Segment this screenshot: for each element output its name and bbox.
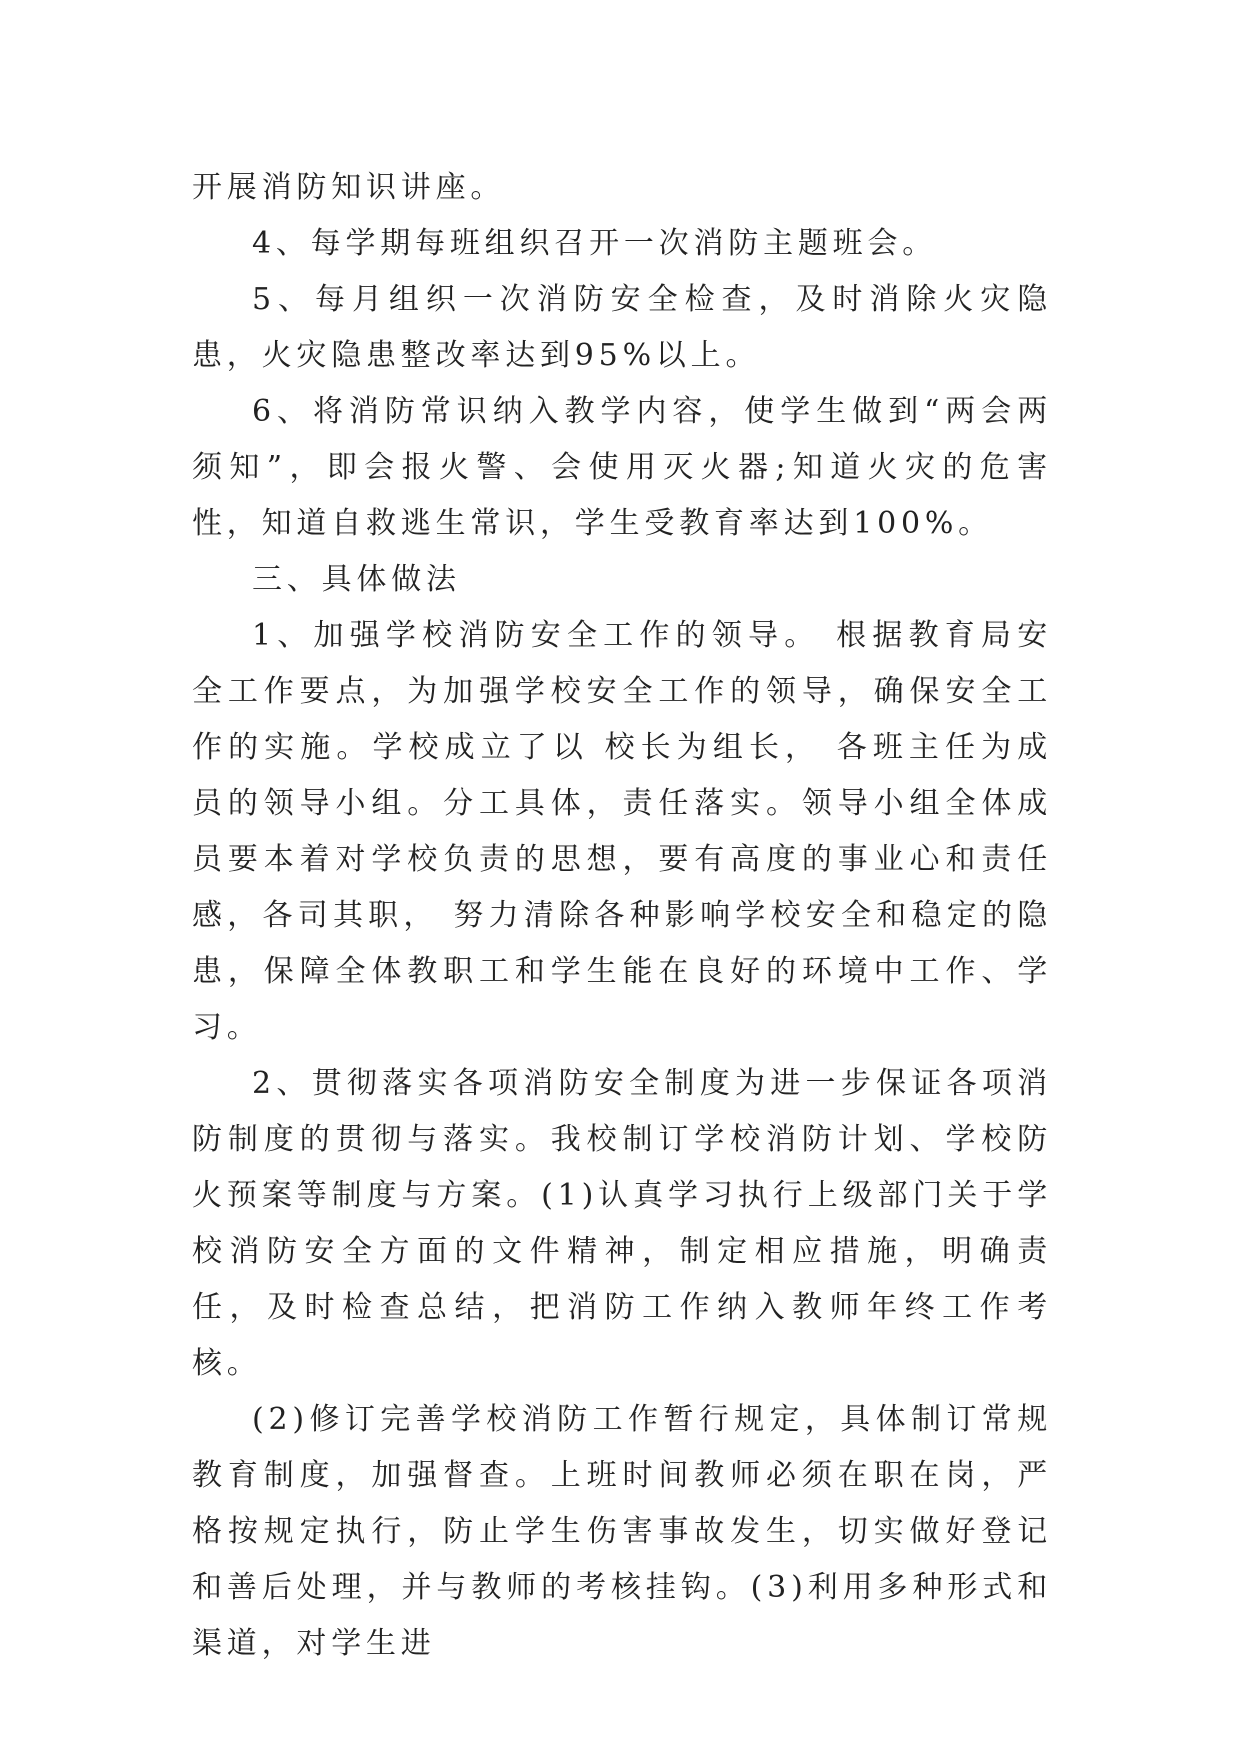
paragraph: 2、贯彻落实各项消防安全制度为进一步保证各项消防制度的贯彻与落实。我校制订学校消防计划、学校防火预案等制度与方案。(1)认真学习执行上级部门关于学校消防安全方面的文件精神，制定相应措施，明确责任，及时检查总结，把消防工作纳入教师年终工作考核。	[192, 1066, 1052, 1381]
paragraph: (2)修订完善学校消防工作暂行规定，具体制订常规教育制度，加强督查。上班时间教师必须在职在岗，严格按规定执行，防止学生伤害事故发生，切实做好登记和善后处理，并与教师的考核挂钩。(3)利用多种形式和渠道，对学生进	[192, 1402, 1052, 1661]
paragraph: 开展消防知识讲座。	[192, 170, 506, 205]
paragraph: 5、每月组织一次消防安全检查，及时消除火灾隐患，火灾隐患整改率达到95%以上。	[192, 282, 1052, 373]
paragraph: 4、每学期每班组织召开一次消防主题班会。	[252, 226, 938, 261]
document-body	[192, 160, 1052, 1672]
paragraph: 1、加强学校消防安全工作的领导。 根据教育局安全工作要点，为加强学校安全工作的领导，确保安全工作的实施。学校成立了以 校长为组长， 各班主任为成员的领导小组。分工具体，责任落实。领导小组全体成员要本着对学校负责的思想，要有高度的事业心和责任感，各司其职， 努力清除各种影响学校安全和稳定的隐患，保障全体教职工和学生能在良好的环境中工作、学习。	[192, 618, 1052, 1045]
paragraph: 6、将消防常识纳入教学内容，使学生做到“两会两须知”，即会报火警、会使用灭火器;知道火灾的危害性，知道自救逃生常识，学生受教育率达到100%。	[192, 394, 1052, 541]
section-heading: 三、具体做法	[252, 562, 461, 597]
